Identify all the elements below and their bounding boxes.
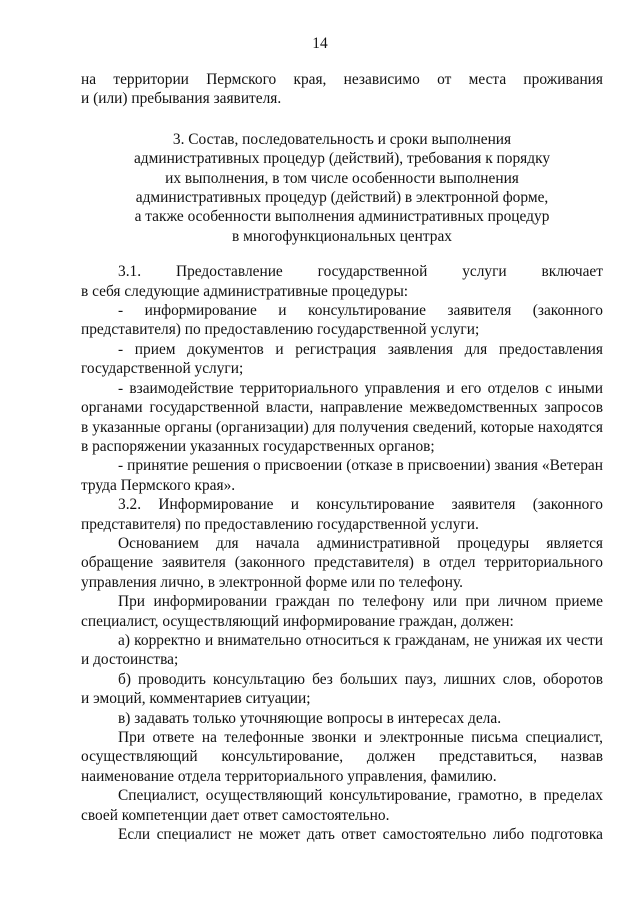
text-line: 3.1. Предоставление государственной услуги включает: [118, 263, 603, 281]
text-line: - прием документов и регистрация заявления для предоставления: [118, 340, 603, 358]
heading-line: 3. Состав, последовательность и сроки выполнения: [172, 130, 512, 148]
text-line: 3.2. Информирование и консультирование заявителя (законного: [118, 496, 603, 514]
text-line: - взаимодействие территориального управления и его отделов с иными: [118, 379, 603, 397]
text-line: в указанные органы (организации) для получения сведений, которые находятся: [81, 418, 603, 436]
text-line: на территории Пермского края, независимо от места проживания: [81, 71, 603, 88]
text-line: представителя) по предоставлению государственной услуги;: [81, 321, 480, 339]
text-line: и (или) пребывания заявителя.: [81, 90, 282, 108]
heading-line: административных процедур (действий), требования к порядку: [133, 150, 551, 168]
text-line: наименование отдела территориального управления, фамилию.: [81, 767, 497, 785]
list-item: [81, 340, 603, 379]
document-body: [81, 70, 603, 844]
text-line: и достоинства;: [81, 651, 179, 669]
text-line: При ответе на телефонные звонки и электронные письма специалист,: [118, 729, 603, 746]
list-item: [81, 709, 603, 728]
paragraph: [81, 728, 603, 786]
text-line: и эмоций, комментариев ситуации;: [81, 690, 311, 708]
list-item: [81, 670, 603, 709]
text-line: осуществляющий консультирование, должен представиться, назвав: [81, 748, 603, 766]
paragraph-3-2: [81, 495, 603, 534]
heading-line: их выполнения, в том числе особенности выполнения: [165, 169, 519, 187]
list-item: [81, 379, 603, 457]
text-line: обращение заявителя (законного представителя) в отдел территориального: [81, 554, 603, 572]
section-heading: [81, 130, 603, 246]
heading-line: в многофункциональных центрах: [231, 227, 453, 245]
list-item: [81, 456, 603, 495]
text-line: своей компетенции дает ответ самостоятельно.: [81, 806, 390, 824]
text-line: - принятие решения о присвоении (отказе в присвоении) звания «Ветеран: [118, 457, 603, 475]
text-line: - информирование и консультирование заявителя (законного: [118, 302, 603, 320]
text-line: Основанием для начала административной процедуры является: [118, 534, 603, 552]
paragraph: [81, 534, 603, 592]
text-line: государственной услуги;: [81, 360, 244, 378]
text-line: представителя) по предоставлению государственной услуги.: [81, 515, 479, 533]
heading-line: административных процедур (действий) в электронной форме,: [135, 189, 549, 207]
intro-paragraph: [81, 70, 603, 109]
page-number: 14: [312, 35, 328, 52]
text-line: в себя следующие административные процедуры:: [81, 282, 409, 300]
text-line: труда Пермского края».: [81, 476, 236, 494]
paragraph: [81, 786, 603, 825]
text-line: Специалист, осуществляющий консультирование, грамотно, в пределах: [118, 787, 603, 805]
text-line: Если специалист не может дать ответ самостоятельно либо подготовка: [118, 826, 603, 844]
text-line: а) корректно и внимательно относиться к гражданам, не унижая их чести: [118, 631, 603, 649]
text-line: в) задавать только уточняющие вопросы в интересах дела.: [118, 709, 502, 727]
heading-line: а также особенности выполнения административных процедур: [134, 208, 550, 226]
text-line: При информировании граждан по телефону или при личном приеме: [118, 593, 603, 611]
paragraph: [81, 592, 603, 631]
paragraph: [81, 825, 603, 844]
list-item: [81, 301, 603, 340]
text-line: в распоряжении указанных государственных органов;: [81, 437, 435, 455]
list-item: [81, 631, 603, 670]
paragraph-3-1: [81, 262, 603, 301]
text-line: управления лично, в электронной форме или по телефону.: [81, 573, 463, 591]
text-line: специалист, осуществляющий информирование граждан, должен:: [81, 612, 514, 630]
text-line: б) проводить консультацию без больших пауз, лишних слов, оборотов: [118, 670, 603, 688]
text-line: органами государственной власти, направление межведомственных запросов: [81, 399, 603, 417]
